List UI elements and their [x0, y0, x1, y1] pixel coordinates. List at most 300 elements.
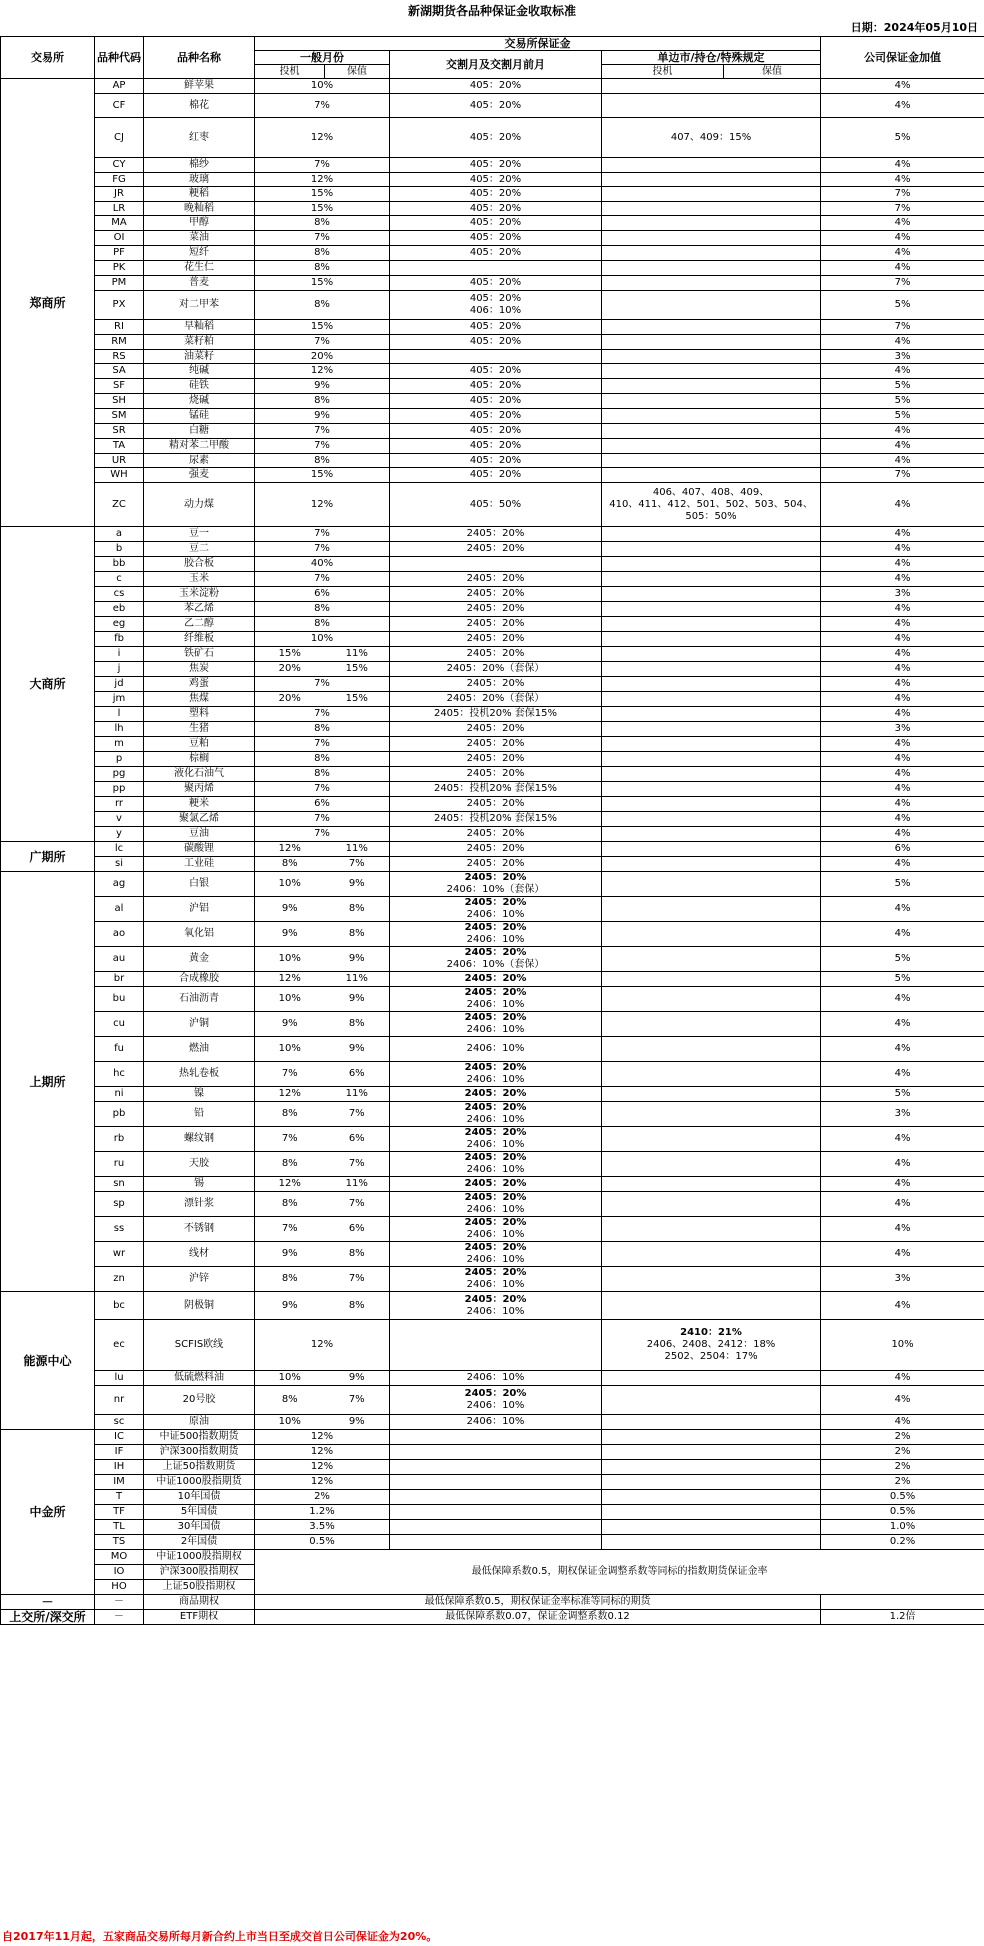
margin-line: 2405：20%	[464, 1127, 527, 1138]
company-add: 2%	[821, 1460, 984, 1475]
product-code: si	[95, 857, 144, 872]
general-speculation: 8%	[255, 1267, 325, 1292]
margin-line: 2405：20%	[464, 1152, 527, 1163]
table-row	[1, 1430, 984, 1445]
delivery-margin	[390, 94, 602, 118]
delivery-margin	[390, 1192, 602, 1217]
special-margin	[602, 424, 821, 439]
table-row	[1, 1460, 984, 1475]
product-name: 生猪	[144, 722, 255, 737]
company-add: 5%	[821, 379, 984, 394]
general-speculation: 9%	[255, 1242, 325, 1267]
product-code: nr	[95, 1386, 144, 1415]
product-name: 油菜籽	[144, 350, 255, 364]
margin-line: 405：20%	[469, 293, 522, 304]
margin-line: 405：20%	[469, 99, 522, 111]
company-add: 4%	[821, 897, 984, 922]
company-add: 5%	[821, 1087, 984, 1102]
table-row	[1, 1371, 984, 1386]
product-code: IC	[95, 1430, 144, 1445]
company-add: 4%	[821, 987, 984, 1012]
product-code: i	[95, 647, 144, 662]
margin-line: 2405：20%	[466, 843, 525, 854]
general-speculation: 10%	[255, 1415, 325, 1430]
product-name: 热轧卷板	[144, 1062, 255, 1087]
table-row	[1, 872, 984, 897]
special-margin	[602, 647, 821, 662]
delivery-margin	[390, 1430, 602, 1445]
product-name: 沪深300股指期权	[144, 1565, 255, 1580]
margin-line: 2406：10%	[466, 1279, 525, 1290]
margin-line: 2405：20%	[466, 573, 525, 584]
margin-line: 2406：10%	[466, 934, 525, 945]
general-hedge: 11%	[325, 842, 390, 857]
margin-line: 405：20%	[469, 173, 522, 185]
product-code: c	[95, 572, 144, 587]
general-speculation: 15%	[255, 647, 325, 662]
general-margin: 10%	[255, 79, 390, 94]
table-row	[1, 707, 984, 722]
special-margin	[602, 409, 821, 424]
margin-line: 405：20%	[469, 365, 522, 376]
company-add: 7%	[821, 202, 984, 216]
margin-line: 405：20%	[469, 321, 522, 332]
general-speculation: 9%	[255, 897, 325, 922]
table-row	[1, 94, 984, 118]
company-add: 4%	[821, 1152, 984, 1177]
margin-line: 2406：10%	[466, 1416, 525, 1427]
product-code: TF	[95, 1505, 144, 1520]
company-add	[821, 1595, 984, 1610]
general-speculation: 20%	[255, 662, 325, 677]
special-margin	[602, 158, 821, 173]
delivery-margin	[390, 394, 602, 409]
product-name: 上证50股指期权	[144, 1580, 255, 1595]
product-name: 工业硅	[144, 857, 255, 872]
general-margin: 15%	[255, 276, 390, 291]
general-speculation: 7%	[255, 1217, 325, 1242]
delivery-margin	[390, 827, 602, 842]
product-code: zn	[95, 1267, 144, 1292]
company-add: 1.0%	[821, 1520, 984, 1535]
product-name: 普麦	[144, 276, 255, 291]
product-name: 中证1000股指期权	[144, 1550, 255, 1565]
delivery-margin	[390, 79, 602, 94]
general-margin: 9%	[255, 409, 390, 424]
table-row	[1, 1192, 984, 1217]
product-code: PX	[95, 291, 144, 320]
general-margin: 40%	[255, 557, 390, 572]
company-add: 3%	[821, 1267, 984, 1292]
table-row	[1, 187, 984, 202]
table-row	[1, 1320, 984, 1371]
table-row	[1, 722, 984, 737]
option-note: 最低保障系数0.5，期权保证金调整系数等同标的指数期货保证金率	[255, 1550, 984, 1595]
margin-line: 405：20%	[469, 159, 522, 170]
special-margin	[602, 527, 821, 542]
product-name: 胶合板	[144, 557, 255, 572]
delivery-margin	[390, 379, 602, 394]
special-margin	[602, 1535, 821, 1550]
table-row	[1, 1267, 984, 1292]
product-code: y	[95, 827, 144, 842]
general-hedge: 6%	[325, 1217, 390, 1242]
product-code: TS	[95, 1535, 144, 1550]
special-margin	[602, 1490, 821, 1505]
table-row	[1, 424, 984, 439]
table-row	[1, 557, 984, 572]
general-margin: 12%	[255, 483, 390, 527]
special-margin	[602, 291, 821, 320]
special-margin	[602, 379, 821, 394]
product-code: rb	[95, 1127, 144, 1152]
table-row	[1, 394, 984, 409]
margin-line: 410、411、412、501、502、503、504、	[609, 498, 813, 510]
product-name: 燃油	[144, 1037, 255, 1062]
table-row	[1, 483, 984, 527]
product-name: 20号胶	[144, 1386, 255, 1415]
special-margin	[602, 202, 821, 216]
product-name: 原油	[144, 1415, 255, 1430]
delivery-margin	[390, 1460, 602, 1475]
product-name: 尿素	[144, 454, 255, 468]
special-margin	[602, 797, 821, 812]
special-margin	[602, 1102, 821, 1127]
product-name: 纤维板	[144, 632, 255, 647]
delivery-margin	[390, 842, 602, 857]
general-hedge: 15%	[325, 692, 390, 707]
table-row	[1, 947, 984, 972]
special-margin	[602, 276, 821, 291]
product-code: RS	[95, 350, 144, 364]
general-speculation: 12%	[255, 972, 325, 987]
table-row	[1, 379, 984, 394]
general-margin: 8%	[255, 767, 390, 782]
product-name: 沪深300指数期货	[144, 1445, 255, 1460]
table-row	[1, 617, 984, 632]
delivery-margin	[390, 231, 602, 246]
company-add: 5%	[821, 409, 984, 424]
product-code: sp	[95, 1192, 144, 1217]
company-add: 5%	[821, 972, 984, 987]
special-margin	[602, 216, 821, 231]
general-hedge: 7%	[325, 857, 390, 872]
company-add: 4%	[821, 692, 984, 707]
margin-line: 2405：20%	[466, 678, 525, 689]
margin-line: 2406：10%（套保）	[446, 884, 545, 895]
delivery-margin	[390, 662, 602, 677]
product-code: b	[95, 542, 144, 557]
delivery-margin	[390, 187, 602, 202]
special-margin	[602, 439, 821, 454]
product-name: 沪铝	[144, 897, 255, 922]
delivery-margin	[390, 972, 602, 987]
delivery-margin	[390, 922, 602, 947]
company-add: 4%	[821, 173, 984, 187]
table-row	[1, 1152, 984, 1177]
general-speculation: 8%	[255, 857, 325, 872]
margin-line: 2405：20%	[466, 828, 525, 839]
company-add: 4%	[821, 647, 984, 662]
general-margin: 2%	[255, 1490, 390, 1505]
special-margin	[602, 1127, 821, 1152]
general-margin: 3.5%	[255, 1520, 390, 1535]
company-add: 4%	[821, 79, 984, 94]
general-margin: 8%	[255, 454, 390, 468]
general-speculation: 20%	[255, 692, 325, 707]
margin-line: 2406：10%	[466, 1074, 525, 1085]
general-hedge: 8%	[325, 1012, 390, 1037]
general-margin: 12%	[255, 1460, 390, 1475]
special-margin	[602, 1152, 821, 1177]
special-margin	[602, 972, 821, 987]
margin-line: 2406：10%	[466, 1204, 525, 1215]
general-hedge: 9%	[325, 1037, 390, 1062]
delivery-margin	[390, 557, 602, 572]
general-hedge: 7%	[325, 1192, 390, 1217]
table-row	[1, 1475, 984, 1490]
company-add: 4%	[821, 662, 984, 677]
margin-line: 405：20%	[469, 202, 522, 214]
delivery-margin	[390, 1062, 602, 1087]
product-name: 焦煤	[144, 692, 255, 707]
margin-line: 2405：20%	[464, 987, 527, 998]
general-margin: 6%	[255, 797, 390, 812]
product-name: 菜籽粕	[144, 335, 255, 350]
margin-line: 2406：10%	[466, 999, 525, 1010]
general-margin: 8%	[255, 602, 390, 617]
table-row	[1, 842, 984, 857]
product-name: 中证500指数期货	[144, 1430, 255, 1445]
table-row	[1, 812, 984, 827]
product-name: 碳酸锂	[144, 842, 255, 857]
company-add: 3%	[821, 587, 984, 602]
table-row	[1, 335, 984, 350]
table-row	[1, 752, 984, 767]
margin-line: 2406：10%	[466, 1372, 525, 1383]
margin-line: 505：50%	[685, 510, 737, 522]
margin-line: 2405：20%（套保）	[446, 663, 545, 674]
special-margin	[602, 752, 821, 767]
delivery-margin	[390, 261, 602, 276]
general-speculation: 10%	[255, 1371, 325, 1386]
table-row	[1, 246, 984, 261]
general-margin: 7%	[255, 812, 390, 827]
margin-line: 2406：10%	[466, 1254, 525, 1265]
general-speculation: 8%	[255, 1192, 325, 1217]
product-code: PF	[95, 246, 144, 261]
table-row	[1, 79, 984, 94]
table-row	[1, 276, 984, 291]
margin-line: 405：20%	[469, 80, 522, 91]
margin-line: 2405：20%	[464, 1267, 527, 1278]
company-add: 4%	[821, 797, 984, 812]
company-add: 2%	[821, 1475, 984, 1490]
product-name: 粳米	[144, 797, 255, 812]
special-margin	[602, 1012, 821, 1037]
delivery-margin	[390, 647, 602, 662]
table-row	[1, 662, 984, 677]
delivery-margin	[390, 542, 602, 557]
margin-line: 2502、2504：17%	[664, 1351, 758, 1362]
product-name: 烧碱	[144, 394, 255, 409]
margin-line: 2405：20%	[466, 753, 525, 764]
delivery-margin	[390, 1012, 602, 1037]
general-margin: 12%	[255, 1475, 390, 1490]
margin-line: 2405：20%	[464, 1192, 527, 1203]
product-code: au	[95, 947, 144, 972]
margin-line: 2406：10%	[466, 1139, 525, 1150]
margin-line: 405：20%	[469, 410, 522, 421]
company-add: 4%	[821, 857, 984, 872]
product-name: 棕榈	[144, 752, 255, 767]
product-code: jd	[95, 677, 144, 692]
exchange-cell: 上交所/深交所	[1, 1610, 95, 1625]
company-add: 4%	[821, 261, 984, 276]
special-margin	[602, 320, 821, 335]
header-general-month: 一般月份	[255, 51, 390, 65]
special-margin	[602, 947, 821, 972]
product-code: IH	[95, 1460, 144, 1475]
general-speculation: 9%	[255, 922, 325, 947]
product-code: ao	[95, 922, 144, 947]
table-row	[1, 1386, 984, 1415]
margin-line: 2406、2408、2412：18%	[646, 1339, 776, 1350]
product-name: 白糖	[144, 424, 255, 439]
margin-line: 2406：10%	[466, 1400, 525, 1411]
delivery-margin	[390, 632, 602, 647]
delivery-margin	[390, 1102, 602, 1127]
delivery-margin	[390, 1415, 602, 1430]
product-code: al	[95, 897, 144, 922]
general-hedge: 6%	[325, 1127, 390, 1152]
product-name: 合成橡胶	[144, 972, 255, 987]
product-name: 短纤	[144, 246, 255, 261]
product-code: pp	[95, 782, 144, 797]
company-add: 4%	[821, 752, 984, 767]
report-date: 日期：2024年05月10日	[850, 21, 978, 34]
company-add: 4%	[821, 572, 984, 587]
table-row	[1, 261, 984, 276]
table-row	[1, 202, 984, 216]
product-code: RI	[95, 320, 144, 335]
product-name: 甲醇	[144, 216, 255, 231]
product-code: WH	[95, 468, 144, 483]
special-margin	[602, 857, 821, 872]
product-name: 10年国债	[144, 1490, 255, 1505]
special-margin	[602, 454, 821, 468]
company-add: 4%	[821, 1371, 984, 1386]
delivery-margin	[390, 246, 602, 261]
company-add: 0.2%	[821, 1535, 984, 1550]
margin-line: 2405：20%	[466, 543, 525, 554]
special-margin	[602, 350, 821, 364]
general-margin: 8%	[255, 752, 390, 767]
table-row	[1, 1087, 984, 1102]
product-code: FG	[95, 173, 144, 187]
company-add: 4%	[821, 1012, 984, 1037]
company-add: 4%	[821, 483, 984, 527]
special-margin	[602, 557, 821, 572]
margin-line: 2405：20%	[464, 973, 527, 984]
general-margin: 8%	[255, 291, 390, 320]
special-margin	[602, 1415, 821, 1430]
margin-line: 2406：10%	[466, 1229, 525, 1240]
exchange-cell: 广期所	[1, 842, 95, 872]
product-name: 花生仁	[144, 261, 255, 276]
delivery-margin	[390, 202, 602, 216]
product-name: 硅铁	[144, 379, 255, 394]
delivery-margin	[390, 857, 602, 872]
delivery-margin	[390, 158, 602, 173]
special-margin	[602, 1460, 821, 1475]
general-margin: 20%	[255, 350, 390, 364]
table-row	[1, 1242, 984, 1267]
table-row	[1, 527, 984, 542]
product-name: 中证1000股指期货	[144, 1475, 255, 1490]
special-margin	[602, 922, 821, 947]
margin-line: 2405：20%	[464, 922, 527, 933]
product-name: 玉米淀粉	[144, 587, 255, 602]
product-code: CY	[95, 158, 144, 173]
delivery-margin	[390, 947, 602, 972]
special-margin	[602, 1445, 821, 1460]
exchange-cell: －	[1, 1595, 95, 1610]
product-name: 镍	[144, 1087, 255, 1102]
product-code: wr	[95, 1242, 144, 1267]
general-hedge: 8%	[325, 1242, 390, 1267]
product-code: ZC	[95, 483, 144, 527]
general-hedge: 6%	[325, 1062, 390, 1087]
company-add: 3%	[821, 722, 984, 737]
product-code: IM	[95, 1475, 144, 1490]
special-margin	[602, 1386, 821, 1415]
margin-line: 2405：20%	[464, 1178, 527, 1189]
delivery-margin	[390, 737, 602, 752]
product-code: PK	[95, 261, 144, 276]
product-code: AP	[95, 79, 144, 94]
product-name: 鸡蛋	[144, 677, 255, 692]
product-name: 氧化铝	[144, 922, 255, 947]
delivery-margin	[390, 364, 602, 379]
delivery-margin	[390, 1127, 602, 1152]
margin-line: 2405：20%	[466, 858, 525, 869]
product-code: cs	[95, 587, 144, 602]
margin-line: 2405：20%	[466, 723, 525, 734]
header-delivery-month: 交割月及交割月前月	[390, 51, 602, 79]
delivery-margin	[390, 602, 602, 617]
product-name: 豆二	[144, 542, 255, 557]
company-add: 4%	[821, 542, 984, 557]
product-name: 豆一	[144, 527, 255, 542]
delivery-margin	[390, 118, 602, 158]
product-code: IF	[95, 1445, 144, 1460]
product-code: JR	[95, 187, 144, 202]
delivery-margin	[390, 1535, 602, 1550]
general-margin: 12%	[255, 1320, 390, 1371]
special-margin	[602, 767, 821, 782]
product-name: 棉纱	[144, 158, 255, 173]
delivery-margin	[390, 767, 602, 782]
margin-line: 2405：投机20% 套保15%	[433, 783, 558, 794]
option-note: 最低保障系数0.5，期权保证金率标准等同标的期货	[255, 1595, 821, 1610]
company-add: 5%	[821, 118, 984, 158]
special-margin	[602, 1192, 821, 1217]
general-hedge: 9%	[325, 1415, 390, 1430]
margin-line: 2405：20%	[464, 897, 527, 908]
company-add: 4%	[821, 246, 984, 261]
product-code: TA	[95, 439, 144, 454]
